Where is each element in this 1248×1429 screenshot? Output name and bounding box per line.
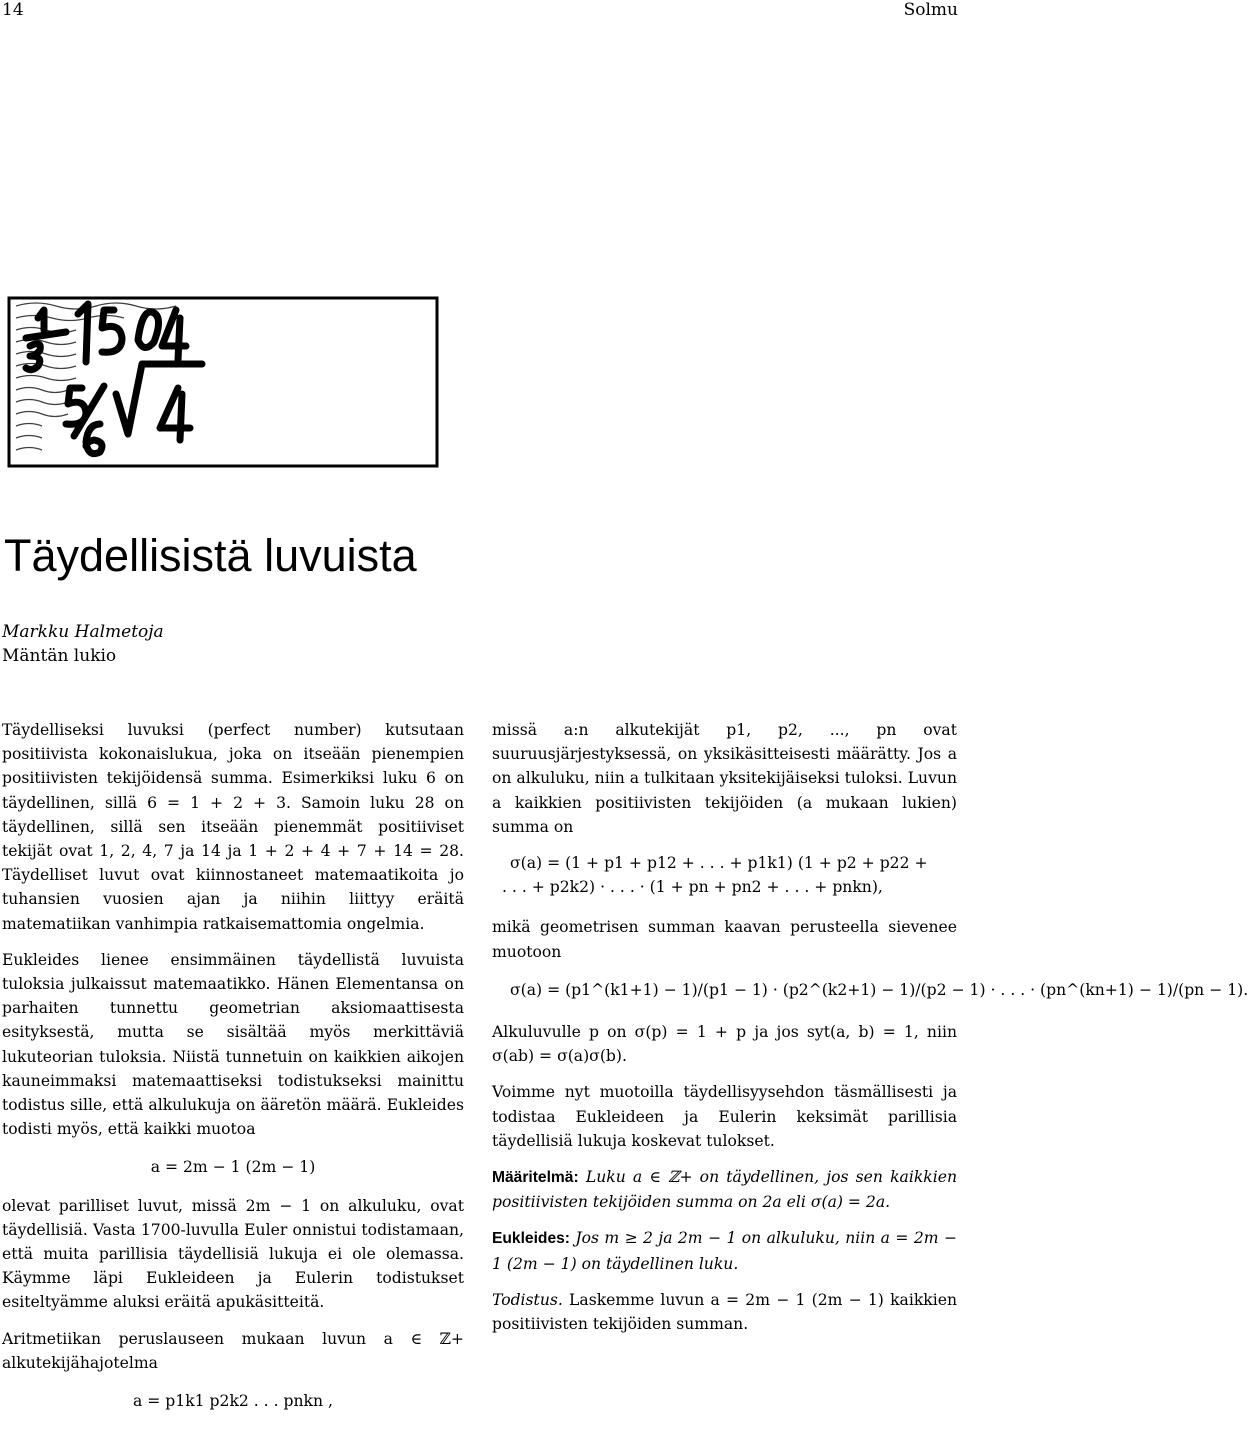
definition-text: Luku a ∈ ℤ+ on täydellinen, jos sen kaikkien positiivisten tekijöiden summa on 2a eli σ(a) = 2a. — [492, 1168, 957, 1212]
intro-paragraph: Täydelliseksi luvuksi (perfect number) kutsutaan positiivista kokonaislukua, joka on itseään pienempien positiivisten tekijöidensä summa. Esimerkiksi luku 6 on täydellinen, sillä 6 = 1 + 2 + 3. Samoin luku 28 on täydellinen, sillä sen itseään pienemmät positiiviset tekijät ovat 1, 2, 4, 7 ja 14 ja 1 + 2 + 4 + 7 + 14 = 28. Täydelliset luvut ovat kiinnostaneet matemaatikoita jo tuhansien vuosien ajan ja niihin liittyy eräitä matematiikan vanhimpia ratkaisemattomia ongelmia. — [2, 721, 464, 933]
article-title: Täydellisistä luvuista — [4, 530, 417, 581]
page-number: 14 — [2, 0, 24, 20]
euler-paragraph: olevat parilliset luvut, missä 2m − 1 on alkuluku, ovat täydellisiä. Vasta 1700-luvulla Euler onnistui todistamaan, että muita parillisia täydellisiä lukuja ei ole olemassa. Käymme läpi Eukleideen ja Eulerin todistukset esiteltyämme aluksi eräitä apukäsitteitä. — [2, 1196, 464, 1312]
definition-label: Määritelmä: — [492, 1169, 579, 1187]
formulation-paragraph: Voimme nyt muotoilla täydellisyysehdon täsmällisesti ja todistaa Eukleideen ja Eulerin keksimät parillisia täydellisiä lukuja koskevat tulokset. — [492, 1083, 957, 1150]
handwritten-math-image — [8, 296, 438, 468]
right-column — [492, 718, 1248, 1348]
multiplicativity-paragraph: Alkuluvulle p on σ(p) = 1 + p ja jos syt(a, b) = 1, niin σ(ab) = σ(a)σ(b). — [492, 1023, 957, 1066]
equation-sigma-line2: . . . + p2k2) · . . . · (1 + pn + pn2 + . . . + pnkn), — [502, 878, 883, 897]
magazine-name: Solmu — [903, 0, 958, 20]
author-name: Markku Halmetoja — [2, 622, 164, 642]
fundamental-theorem-paragraph: Aritmetiikan peruslauseen mukaan luvun a ∈ ℤ+ alkutekijähajotelma — [2, 1329, 464, 1372]
proof-label: Todistus. — [492, 1290, 563, 1309]
equation-sigma-line1: σ(a) = (1 + p1 + p12 + . . . + p1k1) (1 + p2 + p22 + — [510, 854, 928, 873]
proof-block — [492, 1288, 957, 1336]
equation-sigma-fraction: σ(a) = (p1^(k1+1) − 1)/(p1 − 1) · (p2^(k2+1) − 1)/(p2 − 1) · . . . · (pn^(kn+1) − 1)/(pn − 1). — [510, 980, 1248, 999]
equation-prime-factorization: a = p1k1 p2k2 . . . pnkn , — [133, 1392, 333, 1411]
author-affiliation: Mäntän lukio — [2, 646, 117, 666]
theorem-text: Jos m ≥ 2 ja 2m − 1 on alkuluku, niin a = 2m − 1 (2m − 1) on täydellinen luku. — [492, 1229, 957, 1273]
proof-text: Laskemme luvun a = 2m − 1 (2m − 1) kaikkien positiivisten tekijöiden summan. — [492, 1290, 957, 1334]
theorem-label: Eukleides: — [492, 1230, 570, 1248]
definition-block — [492, 1165, 957, 1214]
prime-factors-paragraph: missä a:n alkutekijät p1, p2, ..., pn ovat suuruusjärjestyksessä, on yksikäsitteisesti määrätty. Jos a on alkuluku, niin a tulkitaan yksitekijäiseksi tuloksi. Luvun a kaikkien positiivisten tekijöiden (a mukaan lukien) summa on — [492, 721, 957, 836]
geometric-sum-paragraph: mikä geometrisen summan kaavan perusteella sievenee muotoon — [492, 918, 957, 961]
left-column — [2, 718, 464, 1427]
theorem-block — [492, 1226, 957, 1275]
eukleides-paragraph: Eukleides lienee ensimmäinen täydellistä luvuista tuloksia julkaissut matemaatikko. Hänen Elementansa on parhaiten tunnettu geometrian aksiomaattisesta esityksestä, mutta se sisältää myös merkittäviä lukuteorian tuloksia. Niistä tunnetuin on kaikkien aikojen kauneimmaksi matemaattiseksi todistukseksi mainittu todistus sille, että alkulukuja on ääretön määrä. Eukleides todisti myös, että kaikki muotoa — [2, 950, 464, 1139]
equation-euclid-form: a = 2m − 1 (2m − 1) — [150, 1158, 316, 1177]
